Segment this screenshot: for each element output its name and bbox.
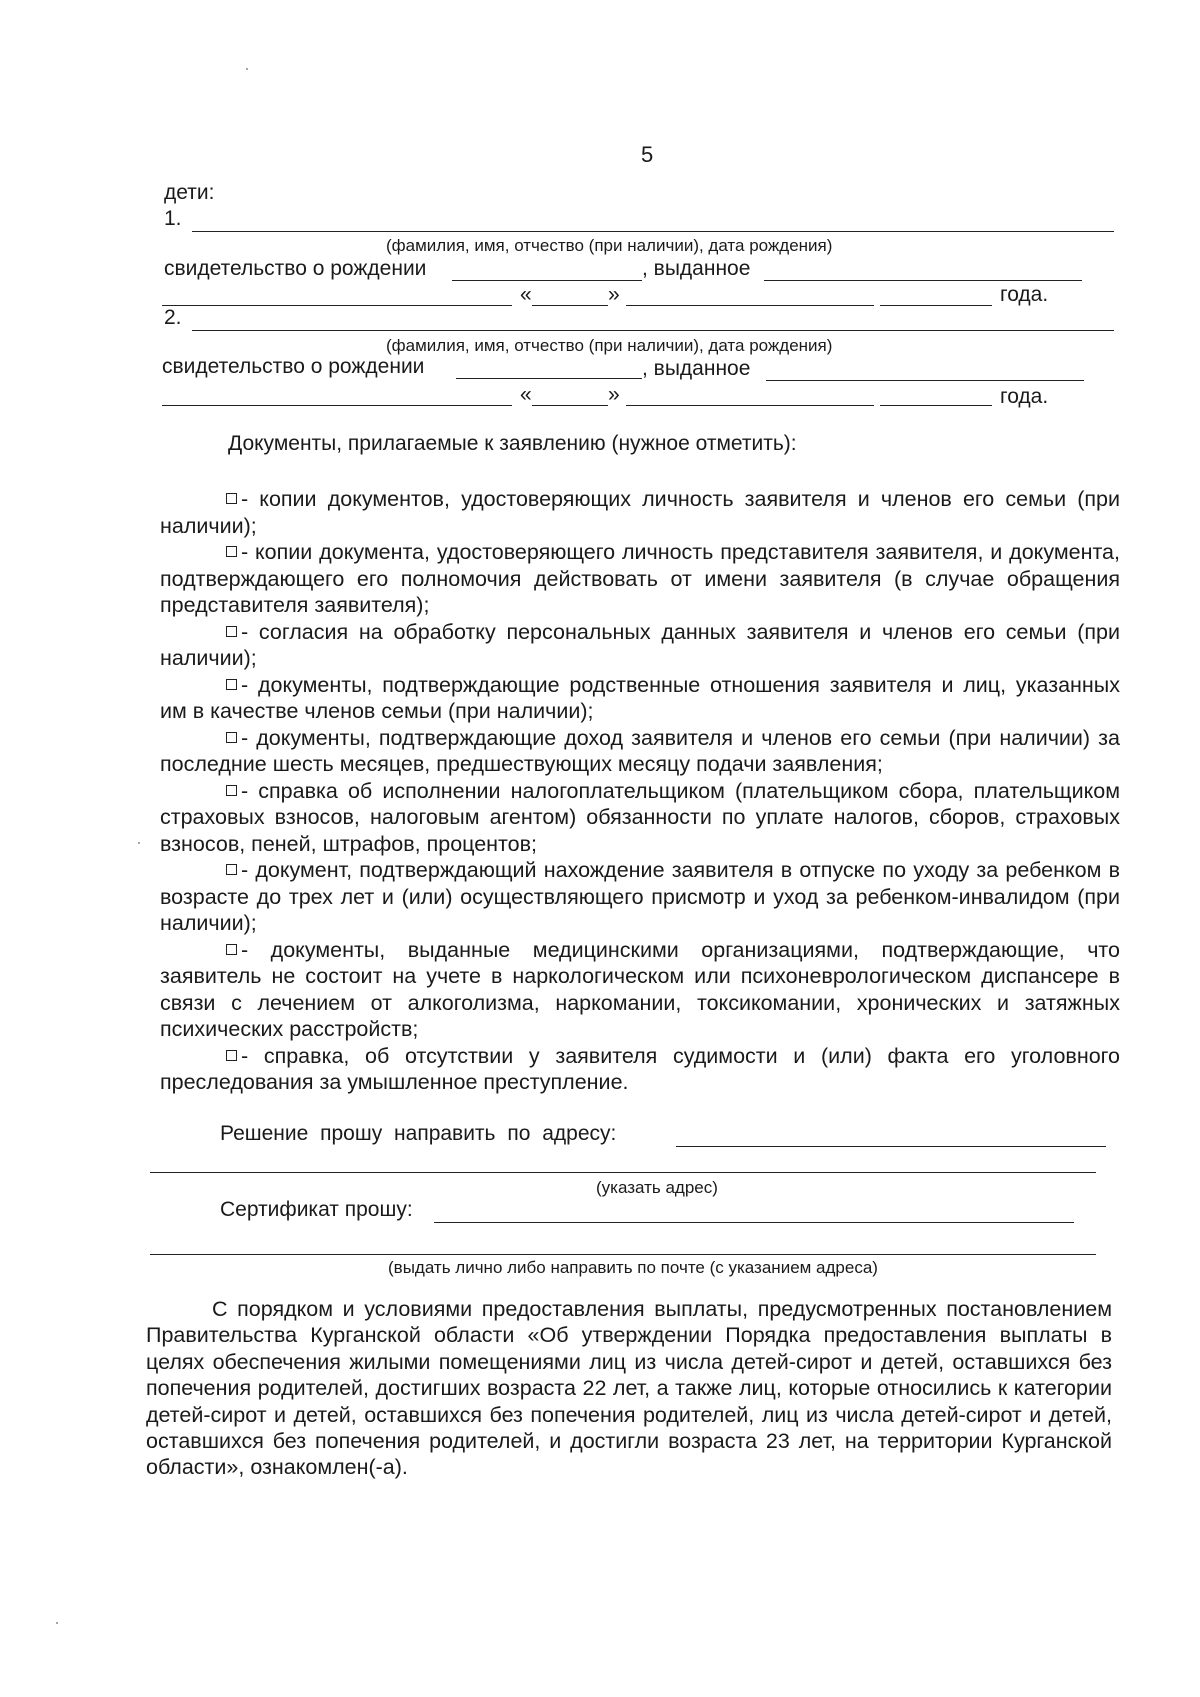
- decision-address-line[interactable]: [676, 1146, 1106, 1147]
- certificate-line-2[interactable]: [150, 1254, 1096, 1255]
- child-1-cert-label: свидетельство о рождении: [164, 257, 427, 280]
- child-1-cert-number-line: [452, 280, 642, 281]
- document-item[interactable]: - справка, об отсутствии у заявителя судимости и (или) факта его уголовного преследования за умышленное преступление.: [160, 1043, 1120, 1094]
- scan-speck: [246, 68, 248, 70]
- checkbox-icon[interactable]: [226, 732, 237, 743]
- child-1-day-line: [532, 305, 608, 306]
- child-1-year-label: года.: [1000, 283, 1049, 306]
- child-2-number: 2.: [164, 306, 182, 329]
- decision-caption: (указать адрес): [596, 1178, 718, 1197]
- children-heading: дети:: [164, 181, 215, 204]
- document-item[interactable]: - документы, подтверждающие доход заявителя и членов его семьи (при наличии) за последние шесть месяцев, предшествующих месяцу подачи заявления;: [160, 725, 1120, 776]
- child-2-cert-number-line: [456, 378, 642, 379]
- scan-speck: [138, 842, 140, 844]
- checkbox-icon[interactable]: [226, 493, 237, 504]
- document-item[interactable]: - копии документов, удостоверяющих личность заявителя и членов его семьи (при наличии);: [160, 487, 1120, 538]
- document-item[interactable]: - документ, подтверждающий нахождение заявителя в отпуске по уходу за ребенком в возрасте до трех лет и (или) осуществляющего присмотр и уход за ребенком-инвалидом (при наличии);: [160, 858, 1120, 935]
- certificate-line[interactable]: [434, 1222, 1074, 1223]
- document-item[interactable]: - копии документа, удостоверяющего личность представителя заявителя, и документа, подтверждающего его полномочия действовать от имени заявителя (в случае обращения представителя заявителя);: [160, 540, 1120, 617]
- child-2-issuer-line: [766, 380, 1084, 381]
- child-2-year-line: [880, 405, 992, 406]
- certificate-caption: (выдать лично либо направить по почте (с указанием адреса): [388, 1258, 878, 1277]
- child-1-issued-label: , выданное: [642, 257, 751, 280]
- documents-heading: Документы, прилагаемые к заявлению (нужное отметить):: [228, 432, 797, 455]
- checkbox-icon[interactable]: [226, 546, 237, 557]
- child-2-day-line: [532, 405, 608, 406]
- child-1-quote-close: »: [608, 283, 620, 306]
- child-2-issuer-line-2: [162, 405, 512, 406]
- child-1-issuer-line: [764, 280, 1082, 281]
- document-item[interactable]: - справка об исполнении налогоплательщиком (плательщиком сбора, плательщиком страховых взносов, налоговым агентом) обязанности по уплате налогов, сборов, страховых взносов, пеней, штрафов, процентов;: [160, 778, 1120, 856]
- scan-speck: [56, 1622, 58, 1624]
- document-item[interactable]: - документы, подтверждающие родственные отношения заявителя и лиц, указанных им в качестве членов семьи (при наличии);: [160, 672, 1120, 723]
- child-2-quote-open: «: [520, 383, 532, 406]
- checkbox-icon[interactable]: [226, 785, 237, 796]
- checkbox-icon[interactable]: [226, 944, 237, 955]
- child-1-year-line: [880, 305, 992, 306]
- decision-label: Решение прошу направить по адресу:: [220, 1122, 617, 1145]
- child-1-fio-caption: (фамилия, имя, отчество (при наличии), дата рождения): [386, 236, 833, 255]
- document-item[interactable]: - документы, выданные медицинскими организациями, подтверждающие, что заявитель не состоит на учете в наркологическом или психоневрологическом диспансере в связи с лечением от алкоголизма, наркомании, токсикомании, хронических и затяжных психических расстройств;: [160, 937, 1120, 1041]
- checkbox-icon[interactable]: [226, 679, 237, 690]
- checkbox-icon[interactable]: [226, 1050, 237, 1061]
- certificate-label: Сертификат прошу:: [220, 1198, 413, 1221]
- child-2-year-label: года.: [1000, 385, 1049, 408]
- page-number: 5: [641, 142, 654, 167]
- child-1-quote-open: «: [520, 283, 532, 306]
- child-2-fio-caption: (фамилия, имя, отчество (при наличии), дата рождения): [386, 336, 833, 355]
- child-2-month-line: [626, 405, 874, 406]
- child-1-month-line: [626, 305, 874, 306]
- checkbox-icon[interactable]: [226, 626, 237, 637]
- child-1-number: 1.: [164, 207, 182, 230]
- document-item[interactable]: - согласия на обработку персональных данных заявителя и членов его семьи (при наличии);: [160, 619, 1120, 670]
- child-2-issued-label: , выданное: [642, 357, 751, 380]
- documents-list: [160, 486, 1120, 1096]
- child-1-fio-line: [192, 231, 1114, 232]
- child-2-quote-close: »: [608, 383, 620, 406]
- acknowledgement-text: С порядком и условиями предоставления выплаты, предусмотренных постановлением Правительства Курганской области «Об утверждении Порядка предоставления выплаты в целях обеспечения жилыми помещениями лиц из числа детей-сирот и детей, оставшихся без попечения родителей, достигших возраста 22 лет, а также лиц, которые относились к категории детей-сирот и детей, оставшихся без попечения родителей, лиц из числа детей-сирот и детей, оставшихся без попечения родителей, и достигли возраста 23 лет, на территории Курганской области», ознакомлен(-а).: [146, 1297, 1112, 1480]
- decision-address-line-2[interactable]: [150, 1172, 1096, 1173]
- child-2-cert-label: свидетельство о рождении: [162, 355, 425, 378]
- child-1-issuer-line-2: [162, 305, 512, 306]
- child-2-fio-line: [192, 330, 1114, 331]
- checkbox-icon[interactable]: [226, 864, 237, 875]
